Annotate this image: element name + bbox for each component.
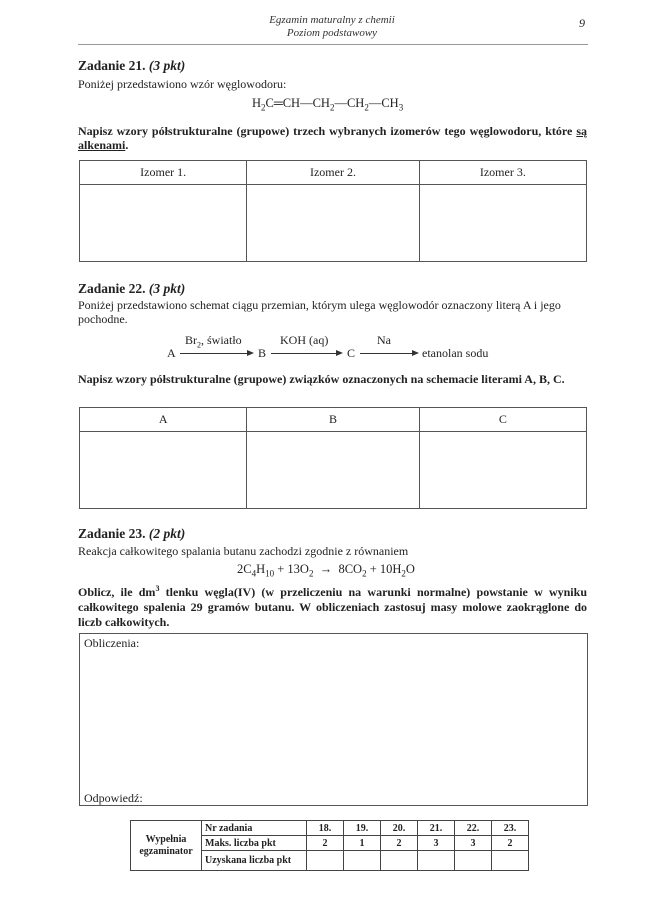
task-23-instr-a: Oblicz, ile dm xyxy=(78,585,156,599)
score-earned-cell[interactable] xyxy=(418,851,455,871)
page-header xyxy=(240,14,424,40)
task-22-col-A: A xyxy=(80,408,247,432)
task-23-title xyxy=(78,526,185,542)
task-22-intro: Poniżej przedstawiono schemat ciągu przemian, którym ulega węglowodór oznaczony literą A i jego pochodne. xyxy=(78,298,561,326)
score-task: 20. xyxy=(381,821,418,836)
score-earned-cell[interactable] xyxy=(381,851,418,871)
score-earned-cell[interactable] xyxy=(344,851,381,871)
exam-level: Poziom podstawowy xyxy=(286,27,378,39)
score-task: 21. xyxy=(418,821,455,836)
task-23-instr-b: tlenku węgla(IV) (w przeliczeniu na warunki normalne) powstanie w wyniku całkowitego spalenia 29 gramów butanu. W obliczeniach zastosuj masy molowe zaokrąglone do liczb całkowitych. xyxy=(78,585,587,629)
task-21-number: Zadanie 21. xyxy=(78,58,146,73)
task-21-instr-b: są alkenami xyxy=(78,124,587,152)
exam-title: Egzamin maturalny z chemii xyxy=(269,14,395,26)
task-22-instruction: Napisz wzory półstrukturalne (grupowe) związków oznaczonych na schemacie literami A, B, C. xyxy=(78,372,565,386)
scheme-arrow-1 xyxy=(180,353,252,354)
task-21-cell-1[interactable] xyxy=(80,185,247,262)
scheme-B: B xyxy=(258,346,267,360)
task-21-cell-2[interactable] xyxy=(247,185,419,262)
score-max: 2 xyxy=(492,836,529,851)
score-row-task-label: Nr zadania xyxy=(202,821,307,836)
page-number: 9 xyxy=(579,16,585,30)
task-21-col-3: Izomer 3. xyxy=(419,161,586,185)
task-21-col-1: Izomer 1. xyxy=(80,161,247,185)
task-22-title xyxy=(78,281,185,297)
header-divider xyxy=(78,44,588,45)
task-23-instr-sup: 3 xyxy=(155,584,160,593)
task-23-number: Zadanie 23. xyxy=(78,526,146,541)
task-22-cell-A[interactable] xyxy=(80,432,247,509)
task-22-points: (3 pkt) xyxy=(148,281,186,296)
score-side-label: Wypełnia egzaminator xyxy=(131,821,202,871)
score-task: 22. xyxy=(455,821,492,836)
task-21-points: (3 pkt) xyxy=(148,58,186,73)
scheme-arrow-2 xyxy=(271,353,341,354)
score-max: 2 xyxy=(307,836,344,851)
task-23-equation: $2C_4H_{10} + 13O_2 \to 8CO_2 + 10H_2O$ xyxy=(237,562,415,579)
task-22-number: Zadanie 22. xyxy=(78,281,146,296)
task-21-formula: $H_2C═CH—CH_2—CH_2—CH_3$ xyxy=(252,96,404,113)
score-earned-cell[interactable] xyxy=(492,851,529,871)
task-21-title xyxy=(78,58,185,74)
scheme-product: etanolan sodu xyxy=(422,346,489,360)
scheme-A: A xyxy=(167,346,176,360)
task-21-instr-a: Napisz wzory półstrukturalne (grupowe) trzech wybranych izomerów tego węglowodoru, które xyxy=(78,124,577,138)
score-max: 3 xyxy=(455,836,492,851)
task-21-instruction xyxy=(78,124,587,152)
score-row-max-label: Maks. liczba pkt xyxy=(202,836,307,851)
score-table xyxy=(130,820,529,871)
task-21-intro: Poniżej przedstawiono wzór węglowodoru: xyxy=(78,77,287,91)
task-23-intro: Reakcja całkowitego spalania butanu zachodzi zgodnie z równaniem xyxy=(78,544,409,558)
task-22-cell-C[interactable] xyxy=(419,432,586,509)
task-21-cell-3[interactable] xyxy=(419,185,586,262)
score-max: 2 xyxy=(381,836,418,851)
score-earned-cell[interactable] xyxy=(307,851,344,871)
calculation-box[interactable] xyxy=(79,633,588,806)
scheme-C: C xyxy=(347,346,356,360)
task-23-instruction xyxy=(78,581,587,630)
score-task: 23. xyxy=(492,821,529,836)
task-22-col-B: B xyxy=(247,408,419,432)
task-21-answer-table xyxy=(79,160,587,262)
scheme-reagent-3: Na xyxy=(377,333,391,347)
score-max: 3 xyxy=(418,836,455,851)
score-row-earned-label: Uzyskana liczba pkt xyxy=(202,851,307,871)
task-22-cell-B[interactable] xyxy=(247,432,419,509)
task-22-col-C: C xyxy=(419,408,586,432)
task-23-points: (2 pkt) xyxy=(148,526,186,541)
task-22-answer-table xyxy=(79,407,587,509)
scheme-arrow-3 xyxy=(360,353,417,354)
score-task: 19. xyxy=(344,821,381,836)
task-21-col-2: Izomer 2. xyxy=(247,161,419,185)
score-earned-cell[interactable] xyxy=(455,851,492,871)
answer-label: Odpowiedź: xyxy=(84,791,143,805)
scheme-reagent-1: $Br_2$, światło xyxy=(185,333,242,350)
calculation-label: Obliczenia: xyxy=(84,636,140,650)
scheme-reagent-2: KOH (aq) xyxy=(280,333,329,347)
score-max: 1 xyxy=(344,836,381,851)
task-21-instr-c: . xyxy=(125,138,129,152)
score-task: 18. xyxy=(307,821,344,836)
